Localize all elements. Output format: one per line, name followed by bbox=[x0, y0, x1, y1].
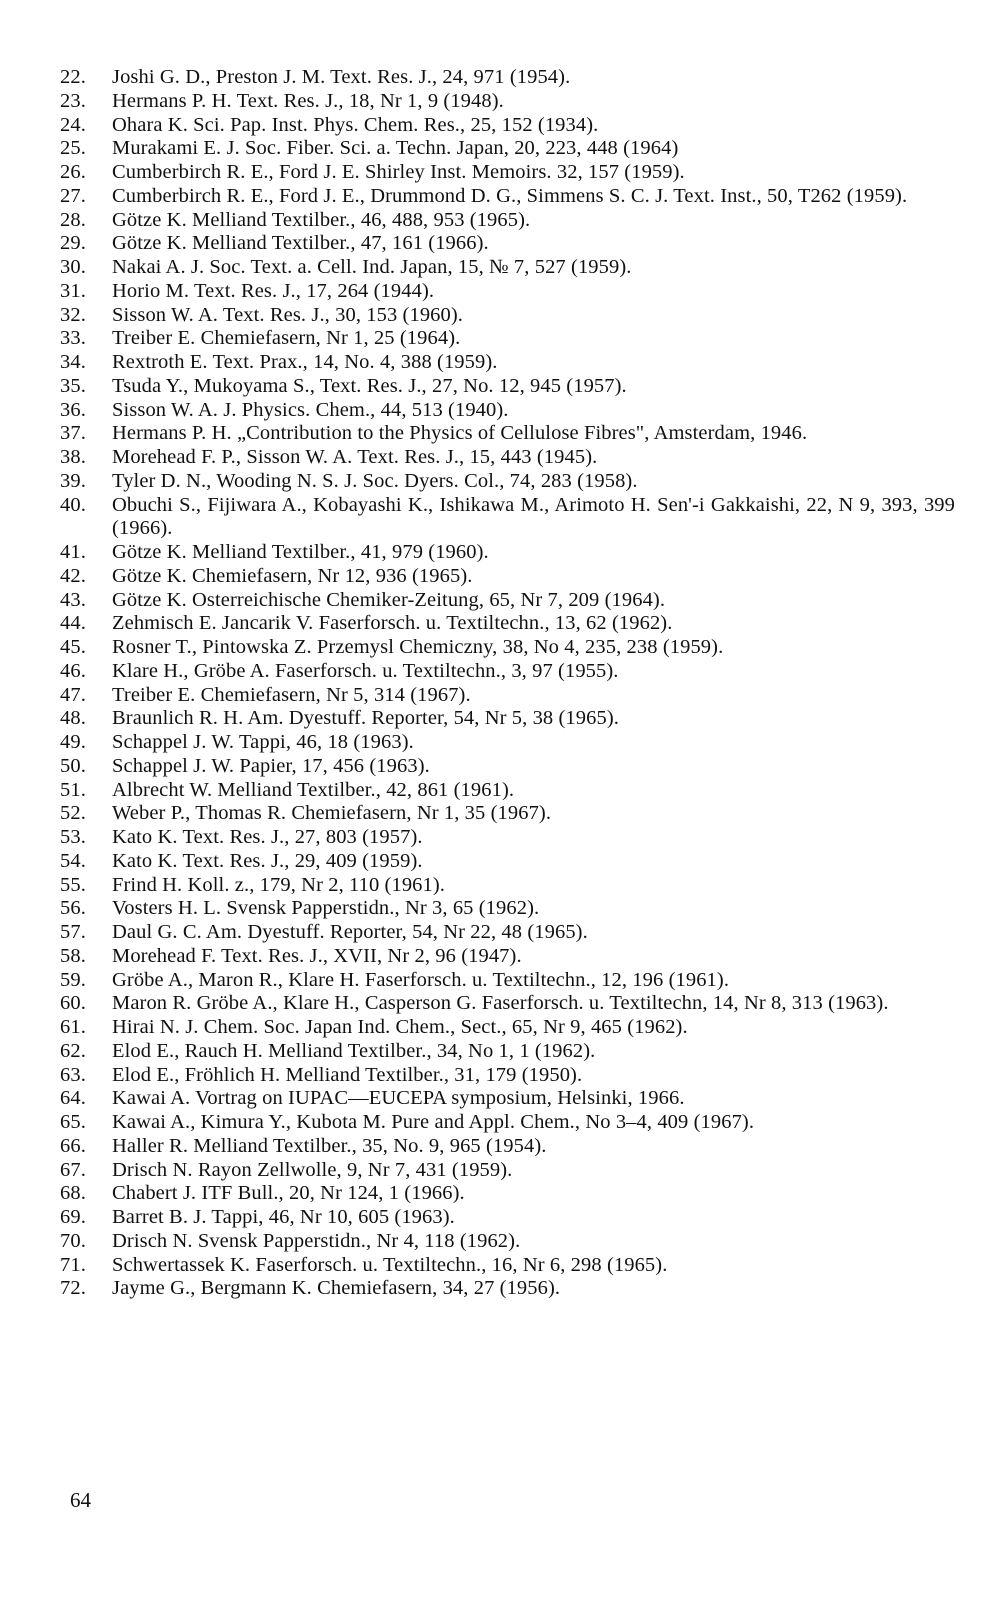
reference-number: 55. bbox=[60, 873, 86, 896]
reference-text: Haller R. Melliand Textilber., 35, No. 9, 965 (1954). bbox=[112, 1134, 547, 1157]
reference-text: Tsuda Y., Mukoyama S., Text. Res. J., 27, No. 12, 945 (1957). bbox=[112, 374, 627, 397]
reference-item bbox=[60, 850, 955, 874]
reference-number: 48. bbox=[60, 707, 86, 730]
reference-number: 49. bbox=[60, 731, 86, 753]
reference-number: 35. bbox=[60, 374, 86, 397]
reference-number: 41. bbox=[60, 541, 86, 563]
reference-item bbox=[60, 707, 955, 731]
reference-number: 68. bbox=[60, 1182, 86, 1205]
reference-item bbox=[60, 779, 955, 803]
reference-text: Elod E., Fröhlich H. Melliand Textilber., 31, 179 (1950). bbox=[112, 1063, 583, 1086]
reference-number: 50. bbox=[60, 754, 86, 777]
reference-text: Rosner T., Pintowska Z. Przemysl Chemiczny, 38, No 4, 235, 238 (1959). bbox=[112, 636, 724, 658]
reference-number: 43. bbox=[60, 588, 86, 611]
reference-number: 69. bbox=[60, 1206, 86, 1228]
reference-item bbox=[60, 1064, 955, 1088]
reference-number: 59. bbox=[60, 968, 86, 991]
reference-number: 26. bbox=[60, 161, 86, 183]
reference-item bbox=[60, 731, 955, 755]
reference-item bbox=[60, 1159, 955, 1183]
reference-item bbox=[60, 755, 955, 779]
reference-item bbox=[60, 209, 955, 233]
reference-item bbox=[60, 589, 955, 613]
reference-item bbox=[60, 684, 955, 708]
reference-text: Elod E., Rauch H. Melliand Textilber., 34, No 1, 1 (1962). bbox=[112, 1039, 596, 1062]
reference-text: Morehead F. Text. Res. J., XVII, Nr 2, 96 (1947). bbox=[112, 944, 522, 967]
reference-number: 40. bbox=[60, 493, 86, 516]
reference-item bbox=[60, 375, 955, 399]
reference-number: 33. bbox=[60, 327, 86, 350]
reference-number: 71. bbox=[60, 1253, 86, 1276]
reference-text: Kato K. Text. Res. J., 29, 409 (1959). bbox=[112, 849, 423, 872]
reference-item bbox=[60, 1182, 955, 1206]
reference-text: Kato K. Text. Res. J., 27, 803 (1957). bbox=[112, 826, 423, 848]
reference-text: Drisch N. Rayon Zellwolle, 9, Nr 7, 431 (1959). bbox=[112, 1158, 513, 1181]
reference-number: 57. bbox=[60, 921, 86, 943]
reference-text: Tyler D. N., Wooding N. S. J. Soc. Dyers. Col., 74, 283 (1958). bbox=[112, 469, 638, 492]
reference-item bbox=[60, 660, 955, 684]
reference-number: 54. bbox=[60, 849, 86, 872]
reference-item bbox=[60, 280, 955, 304]
reference-text: Braunlich R. H. Am. Dyestuff. Reporter, 54, Nr 5, 38 (1965). bbox=[112, 707, 619, 730]
reference-item bbox=[60, 1135, 955, 1159]
reference-number: 51. bbox=[60, 778, 86, 801]
reference-text: Horio M. Text. Res. J., 17, 264 (1944). bbox=[112, 279, 435, 302]
reference-text: Götze K. Melliand Textilber., 41, 979 (1960). bbox=[112, 541, 489, 563]
reference-text: Götze K. Osterreichische Chemiker-Zeitung, 65, Nr 7, 209 (1964). bbox=[112, 588, 666, 611]
reference-number: 28. bbox=[60, 208, 86, 231]
reference-number: 38. bbox=[60, 446, 86, 468]
reference-item bbox=[60, 232, 955, 256]
reference-item bbox=[60, 945, 955, 969]
reference-number: 39. bbox=[60, 469, 86, 492]
reference-item bbox=[60, 256, 955, 280]
reference-item bbox=[60, 494, 955, 542]
reference-text: Jayme G., Bergmann K. Chemiefasern, 34, 27 (1956). bbox=[112, 1277, 561, 1300]
reference-text: Schappel J. W. Papier, 17, 456 (1963). bbox=[112, 754, 430, 777]
reference-item bbox=[60, 161, 955, 185]
reference-number: 29. bbox=[60, 232, 86, 255]
reference-number: 72. bbox=[60, 1277, 86, 1300]
reference-text: Götze K. Chemiefasern, Nr 12, 936 (1965). bbox=[112, 564, 473, 587]
reference-number: 56. bbox=[60, 897, 86, 920]
reference-text: Schappel J. W. Tappi, 46, 18 (1963). bbox=[112, 731, 414, 753]
reference-item bbox=[60, 541, 955, 565]
reference-item bbox=[60, 612, 955, 636]
reference-text: Götze K. Melliand Textilber., 46, 488, 953 (1965). bbox=[112, 208, 531, 231]
reference-number: 36. bbox=[60, 398, 86, 421]
reference-item bbox=[60, 114, 955, 138]
reference-number: 31. bbox=[60, 279, 86, 302]
reference-text: Cumberbirch R. E., Ford J. E. Shirley Inst. Memoirs. 32, 157 (1959). bbox=[112, 161, 685, 183]
reference-text: Maron R. Gröbe A., Klare H., Casperson G. Faserforsch. u. Textiltechn, 14, Nr 8, 313 (1963). bbox=[112, 992, 889, 1015]
reference-item bbox=[60, 446, 955, 470]
reference-item bbox=[60, 1040, 955, 1064]
reference-item bbox=[60, 1206, 955, 1230]
reference-number: 34. bbox=[60, 351, 86, 373]
reference-item bbox=[60, 422, 955, 446]
reference-item bbox=[60, 470, 955, 494]
page-number: 64 bbox=[70, 1488, 91, 1512]
reference-item bbox=[60, 304, 955, 328]
reference-item bbox=[60, 1016, 955, 1040]
reference-number: 25. bbox=[60, 137, 86, 160]
reference-item bbox=[60, 921, 955, 945]
reference-text: Chabert J. ITF Bull., 20, Nr 124, 1 (1966). bbox=[112, 1182, 465, 1205]
reference-item bbox=[60, 897, 955, 921]
reference-number: 32. bbox=[60, 303, 86, 326]
reference-text: Drisch N. Svensk Papperstidn., Nr 4, 118 (1962). bbox=[112, 1229, 521, 1252]
reference-number: 45. bbox=[60, 636, 86, 658]
reference-number: 47. bbox=[60, 683, 86, 706]
reference-number: 42. bbox=[60, 564, 86, 587]
reference-item bbox=[60, 1277, 955, 1301]
reference-number: 67. bbox=[60, 1158, 86, 1181]
reference-text: Joshi G. D., Preston J. M. Text. Res. J., 24, 971 (1954). bbox=[112, 66, 571, 88]
reference-number: 66. bbox=[60, 1134, 86, 1157]
reference-text: Treiber E. Chemiefasern, Nr 1, 25 (1964). bbox=[112, 327, 461, 350]
reference-number: 46. bbox=[60, 659, 86, 682]
reference-item bbox=[60, 874, 955, 898]
reference-item bbox=[60, 1111, 955, 1135]
reference-number: 52. bbox=[60, 802, 86, 825]
reference-text: Sisson W. A. Text. Res. J., 30, 153 (1960). bbox=[112, 303, 464, 326]
reference-number: 37. bbox=[60, 422, 86, 445]
reference-text: Kawai A. Vortrag on IUPAC—EUCEPA symposium, Helsinki, 1966. bbox=[112, 1087, 685, 1110]
reference-number: 62. bbox=[60, 1039, 86, 1062]
reference-text: Gröbe A., Maron R., Klare H. Faserforsch. u. Textiltechn., 12, 196 (1961). bbox=[112, 968, 730, 991]
reference-item bbox=[60, 1230, 955, 1254]
reference-item bbox=[60, 1254, 955, 1278]
reference-number: 61. bbox=[60, 1016, 86, 1038]
reference-text: Nakai A. J. Soc. Text. a. Cell. Ind. Japan, 15, № 7, 527 (1959). bbox=[112, 256, 632, 278]
reference-number: 23. bbox=[60, 89, 86, 112]
reference-text: Hermans P. H. „Contribution to the Physics of Cellulose Fibres", Amsterdam, 1946. bbox=[112, 422, 808, 445]
reference-text: Vosters H. L. Svensk Papperstidn., Nr 3, 65 (1962). bbox=[112, 897, 540, 920]
reference-number: 64. bbox=[60, 1087, 86, 1110]
reference-text: Albrecht W. Melliand Textilber., 42, 861 (1961). bbox=[112, 778, 515, 801]
reference-text: Hirai N. J. Chem. Soc. Japan Ind. Chem., Sect., 65, Nr 9, 465 (1962). bbox=[112, 1016, 688, 1038]
reference-text: Cumberbirch R. E., Ford J. E., Drummond D. G., Simmens S. C. J. Text. Inst., 50, T262 (1959). bbox=[112, 184, 908, 207]
reference-item bbox=[60, 826, 955, 850]
reference-text: Götze K. Melliand Textilber., 47, 161 (1966). bbox=[112, 232, 489, 255]
reference-number: 60. bbox=[60, 992, 86, 1015]
reference-number: 30. bbox=[60, 256, 86, 278]
reference-item bbox=[60, 185, 955, 209]
reference-number: 65. bbox=[60, 1111, 86, 1133]
reference-list bbox=[60, 66, 955, 1301]
reference-item bbox=[60, 351, 955, 375]
reference-item bbox=[60, 636, 955, 660]
reference-text: Weber P., Thomas R. Chemiefasern, Nr 1, 35 (1967). bbox=[112, 802, 552, 825]
reference-item bbox=[60, 90, 955, 114]
reference-text: Daul G. C. Am. Dyestuff. Reporter, 54, Nr 22, 48 (1965). bbox=[112, 921, 588, 943]
reference-item bbox=[60, 992, 955, 1016]
reference-item bbox=[60, 399, 955, 423]
reference-text: Morehead F. P., Sisson W. A. Text. Res. J., 15, 443 (1945). bbox=[112, 446, 598, 468]
reference-number: 70. bbox=[60, 1229, 86, 1252]
reference-number: 27. bbox=[60, 184, 86, 207]
reference-text: Schwertassek K. Faserforsch. u. Textiltechn., 16, Nr 6, 298 (1965). bbox=[112, 1253, 668, 1276]
reference-text: Obuchi S., Fijiwara A., Kobayashi K., Ishikawa M., Arimoto H. Sen'-i Gakkaishi, 22, N 9, 393, 399 (1966). bbox=[112, 493, 955, 540]
reference-text: Rextroth E. Text. Prax., 14, No. 4, 388 (1959). bbox=[112, 351, 498, 373]
reference-item bbox=[60, 327, 955, 351]
reference-item bbox=[60, 565, 955, 589]
reference-text: Klare H., Gröbe A. Faserforsch. u. Textiltechn., 3, 97 (1955). bbox=[112, 659, 619, 682]
reference-text: Frind H. Koll. z., 179, Nr 2, 110 (1961). bbox=[112, 873, 446, 896]
reference-text: Hermans P. H. Text. Res. J., 18, Nr 1, 9 (1948). bbox=[112, 89, 504, 112]
reference-item bbox=[60, 66, 955, 90]
reference-number: 22. bbox=[60, 66, 86, 88]
reference-text: Ohara K. Sci. Pap. Inst. Phys. Chem. Res., 25, 152 (1934). bbox=[112, 113, 599, 136]
reference-item bbox=[60, 1087, 955, 1111]
reference-text: Barret B. J. Tappi, 46, Nr 10, 605 (1963). bbox=[112, 1206, 455, 1228]
reference-text: Zehmisch E. Jancarik V. Faserforsch. u. Textiltechn., 13, 62 (1962). bbox=[112, 612, 673, 635]
reference-number: 53. bbox=[60, 826, 86, 848]
reference-number: 44. bbox=[60, 612, 86, 635]
reference-number: 58. bbox=[60, 944, 86, 967]
reference-item bbox=[60, 802, 955, 826]
reference-number: 24. bbox=[60, 113, 86, 136]
reference-text: Kawai A., Kimura Y., Kubota M. Pure and Appl. Chem., No 3–4, 409 (1967). bbox=[112, 1111, 755, 1133]
reference-item bbox=[60, 969, 955, 993]
reference-text: Sisson W. A. J. Physics. Chem., 44, 513 (1940). bbox=[112, 398, 509, 421]
reference-text: Murakami E. J. Soc. Fiber. Sci. a. Techn. Japan, 20, 223, 448 (1964) bbox=[112, 137, 679, 160]
reference-number: 63. bbox=[60, 1063, 86, 1086]
reference-item bbox=[60, 137, 955, 161]
reference-text: Treiber E. Chemiefasern, Nr 5, 314 (1967). bbox=[112, 683, 471, 706]
